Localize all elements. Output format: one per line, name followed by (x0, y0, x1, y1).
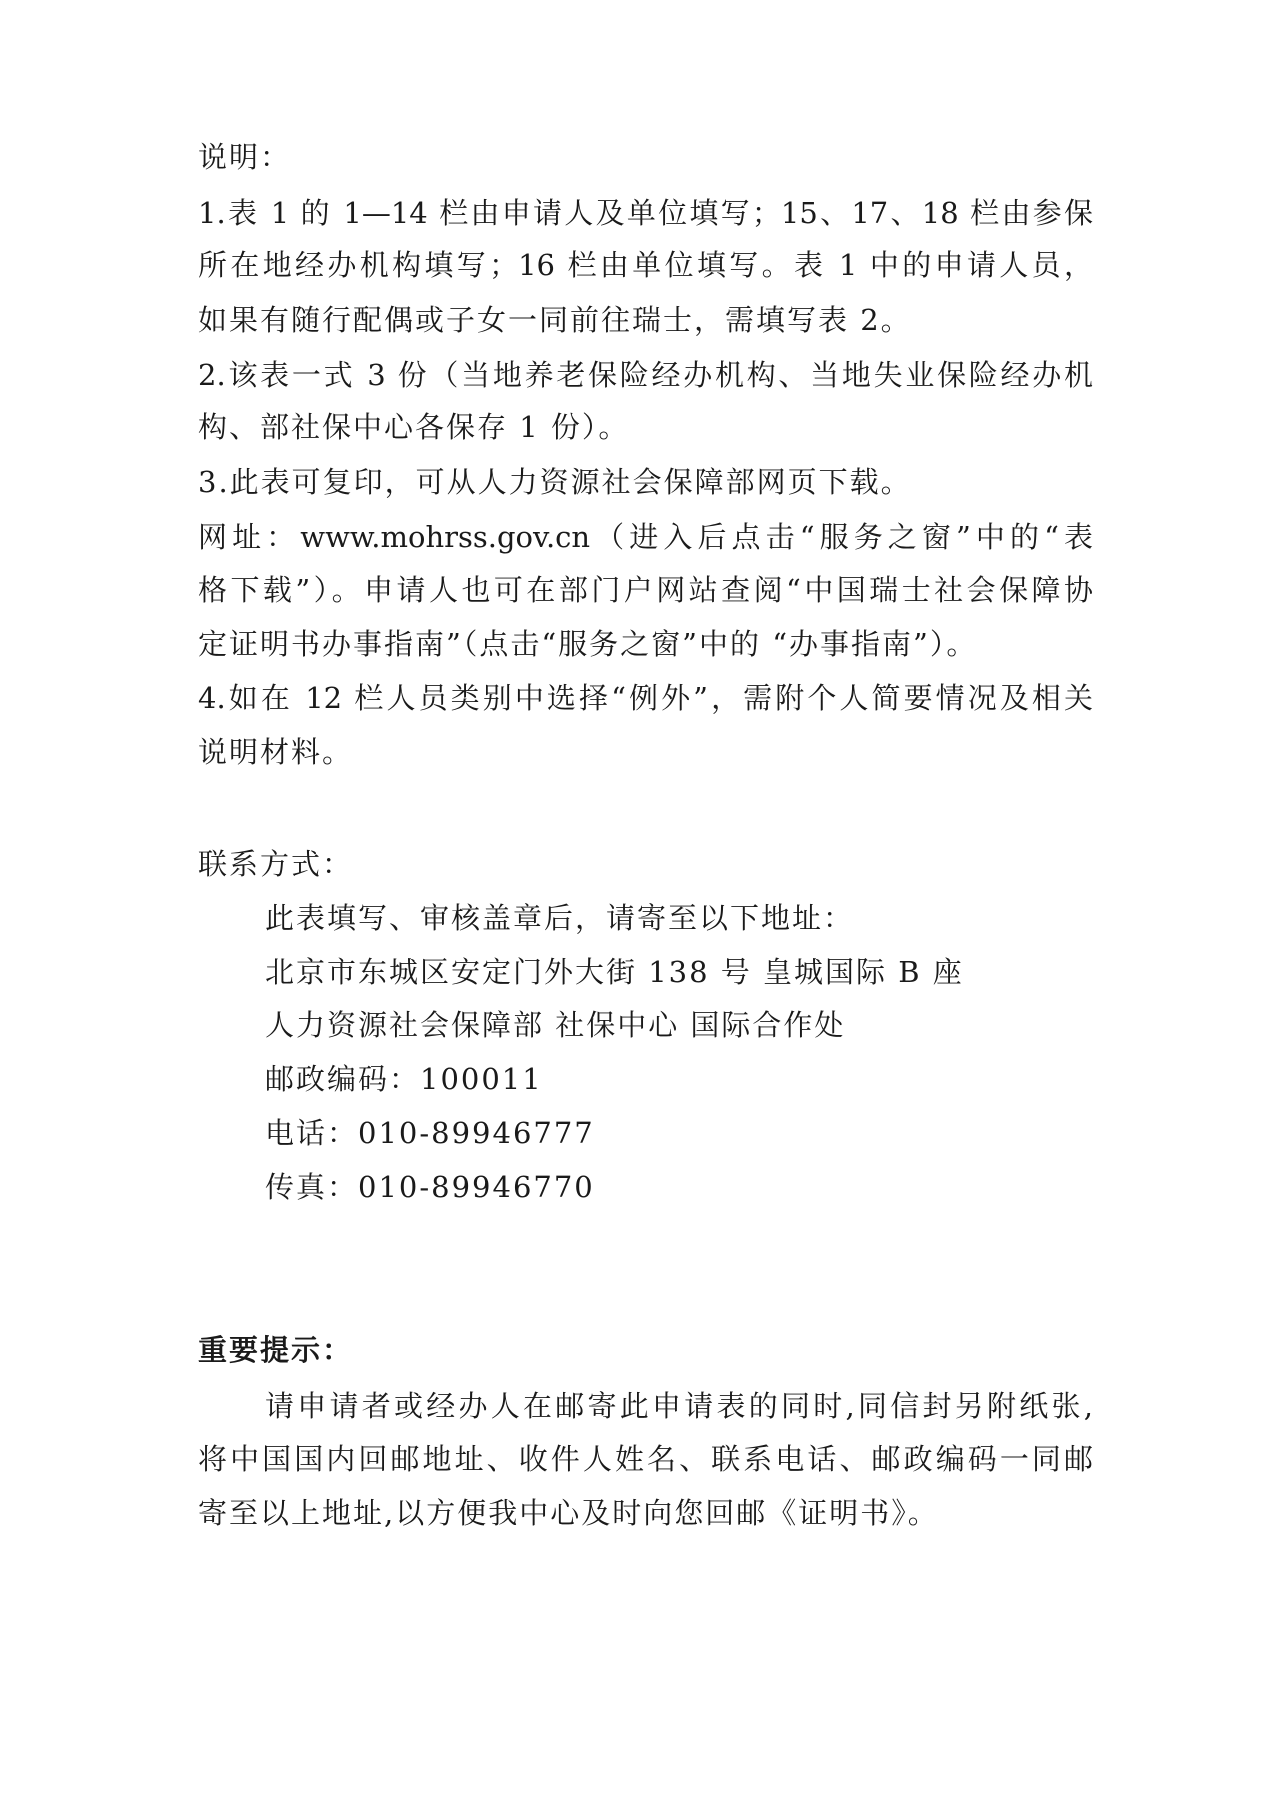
contact-address: 北京市东城区安定门外大街 138 号 皇城国际 B 座 (265, 955, 964, 989)
contact-fax: 传真：010-89946770 (265, 1170, 595, 1204)
notes-line: 说明材料。 (198, 735, 354, 769)
notes-line: 2.该表一式 3 份（当地养老保险经办机构、当地失业保险经办机 (198, 358, 1093, 392)
notes-line: 3.此表可复印，可从人力资源社会保障部网页下载。 (198, 465, 912, 499)
contact-phone: 电话：010-89946777 (265, 1116, 595, 1150)
notes-website-line: 网址：www.mohrss.gov.cn（进入后点击“服务之窗”中的“表 (198, 520, 1093, 554)
important-heading: 重要提示： (198, 1333, 354, 1367)
contact-heading: 联系方式： (198, 847, 354, 881)
notes-line: 4.如在 12 栏人员类别中选择“例外”，需附个人简要情况及相关 (198, 681, 1093, 715)
contact-postcode: 邮政编码：100011 (265, 1062, 543, 1096)
important-line: 寄至以上地址,以方便我中心及时向您回邮《证明书》。 (198, 1496, 939, 1530)
notes-line: 所在地经办机构填写；16 栏由单位填写。表 1 中的申请人员， (198, 248, 1093, 282)
notes-line: 1.表 1 的 1—14 栏由申请人及单位填写；15、17、18 栏由参保 (198, 196, 1093, 230)
notes-line: 定证明书办事指南”（点击“服务之窗”中的 “办事指南”）。 (198, 627, 978, 661)
important-line: 将中国国内回邮地址、收件人姓名、联系电话、邮政编码一同邮 (198, 1442, 1093, 1476)
contact-office: 人力资源社会保障部 社保中心 国际合作处 (265, 1008, 846, 1042)
notes-line: 如果有随行配偶或子女一同前往瑞士，需填写表 2。 (198, 303, 912, 337)
contact-instruction: 此表填写、审核盖章后，请寄至以下地址： (265, 901, 855, 935)
notes-line: 构、部社保中心各保存 1 份）。 (198, 410, 630, 444)
notes-line: 格下载”）。申请人也可在部门户网站查阅“中国瑞士社会保障协 (198, 573, 1093, 607)
notes-heading: 说明： (198, 140, 292, 174)
important-line: 请申请者或经办人在邮寄此申请表的同时,同信封另附纸张, (265, 1389, 1093, 1423)
